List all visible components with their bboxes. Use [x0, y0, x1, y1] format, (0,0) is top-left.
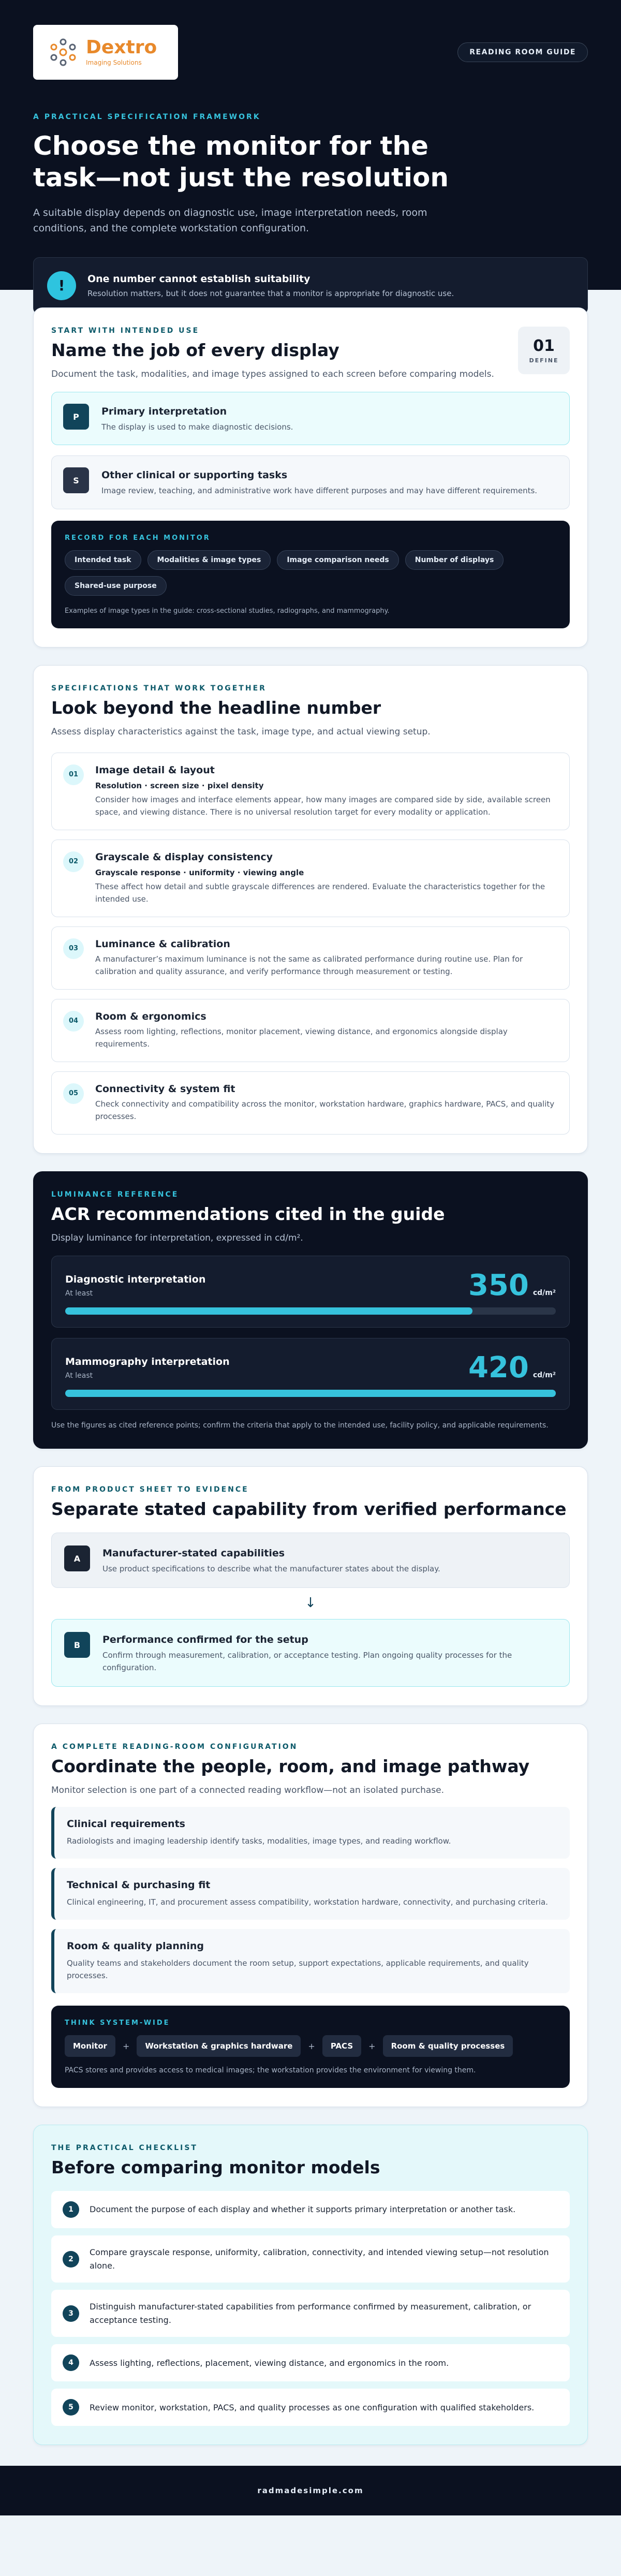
arrow-down-icon: ↓: [305, 1595, 316, 1611]
luminance-unit: cd/m²: [533, 1371, 556, 1380]
luminance-bar-track: [65, 1390, 556, 1397]
alert-text: Resolution matters, but it does not guarantee that a monitor is appropriate for diagnostic use.: [87, 288, 454, 298]
step-label: DEFINE: [529, 357, 559, 364]
evidence-letter-badge: A: [64, 1545, 90, 1571]
luminance-note: Use the figures as cited reference points; confirm the criteria that apply to the intended use, facility policy, and applicable requirements.: [51, 1421, 549, 1430]
checklist: [51, 2191, 570, 2426]
luminance-bar-fill: [65, 1390, 556, 1397]
section-lead: Monitor selection is one part of a connected reading workflow—not an isolated purchase.: [51, 1785, 445, 1795]
footer-site-link[interactable]: radmadesimple.com: [257, 2486, 364, 2496]
luminance-row: [51, 1256, 570, 1328]
luminance-title: Diagnostic interpretation: [65, 1273, 206, 1285]
specifications-card: [33, 665, 588, 1154]
section-eyebrow: LUMINANCE REFERENCE: [51, 1190, 179, 1199]
luminance-value: 350: [468, 1269, 529, 1303]
plus-icon: +: [122, 2041, 130, 2051]
spec-title: Connectivity & system fit: [95, 1083, 235, 1095]
reading-room-guide-button[interactable]: READING ROOM GUIDE: [457, 42, 588, 62]
section-eyebrow: FROM PRODUCT SHEET TO EVIDENCE: [51, 1485, 249, 1494]
card-header: [51, 327, 570, 381]
task-letter-badge: S: [63, 467, 89, 493]
spec-subtitle: Resolution · screen size · pixel density: [95, 781, 264, 790]
spec-content: [95, 764, 558, 818]
task-text: Image review, teaching, and administrative work have different purposes and may have different requirements.: [101, 486, 538, 496]
record-chip: Shared-use purpose: [65, 576, 167, 596]
luminance-card: [33, 1171, 588, 1449]
flow-chip: PACS: [322, 2035, 361, 2057]
spec-item: [51, 1071, 570, 1135]
plus-icon: +: [368, 2041, 376, 2051]
spec-list: [51, 753, 570, 1135]
logo-text-group: [86, 38, 157, 66]
record-note: Examples of image types in the guide: cross-sectional studies, radiographs, and mammography.: [65, 607, 390, 615]
checklist-number: 4: [63, 2354, 79, 2371]
section-title: Coordinate the people, room, and image pathway: [51, 1756, 530, 1776]
coordination-item: [51, 1868, 570, 1920]
evidence-title: Performance confirmed for the setup: [102, 1634, 308, 1646]
luminance-value-group: [468, 1269, 556, 1302]
luminance-row: [51, 1338, 570, 1410]
section-eyebrow: START WITH INTENDED USE: [51, 327, 200, 335]
coordination-item: [51, 1929, 570, 1993]
verified-performance-box: [51, 1619, 570, 1687]
task-title: Primary interpretation: [101, 406, 227, 418]
checklist-number: 5: [63, 2399, 79, 2416]
checklist-text: Assess lighting, reflections, placement, viewing distance, and ergonomics in the room.: [90, 2358, 449, 2368]
checklist-item: [51, 2344, 570, 2381]
stated-capabilities-box: [51, 1533, 570, 1588]
luminance-qualifier: At least: [65, 1289, 93, 1298]
checklist-item: [51, 2191, 570, 2228]
task-content: [101, 467, 537, 497]
card-header-text: [51, 327, 507, 381]
record-chip: Modalities & image types: [147, 550, 271, 570]
logo-tagline: Imaging Solutions: [86, 59, 142, 66]
spec-title: Luminance & calibration: [95, 938, 230, 950]
task-title: Other clinical or supporting tasks: [101, 469, 288, 481]
spec-number: 01: [63, 764, 84, 785]
coordination-title: Clinical requirements: [67, 1818, 185, 1830]
luminance-title: Mammography interpretation: [65, 1356, 230, 1367]
evidence-content: [102, 1545, 440, 1575]
brand-logo[interactable]: [33, 25, 178, 80]
section-eyebrow: THE PRACTICAL CHECKLIST: [51, 2144, 198, 2152]
spec-number: 04: [63, 1011, 84, 1032]
exclamation-icon: !: [47, 271, 76, 300]
checklist-item: [51, 2389, 570, 2426]
record-chip-list: [65, 550, 520, 596]
luminance-label-group: [65, 1274, 205, 1298]
define-step-badge: [518, 327, 570, 374]
configuration-card: [33, 1724, 588, 2107]
section-title: Look beyond the headline number: [51, 697, 381, 718]
section-eyebrow: SPECIFICATIONS THAT WORK TOGETHER: [51, 684, 267, 693]
spec-text: Assess room lighting, reflections, monitor placement, viewing distance, and ergonomics alongside display requirements.: [95, 1026, 508, 1049]
luminance-unit: cd/m²: [533, 1289, 556, 1298]
section-title: ACR recommendations cited in the guide: [51, 1203, 445, 1224]
system-wide-panel: [51, 2006, 570, 2088]
section-lead: Document the task, modalities, and image types assigned to each screen before comparing models.: [51, 369, 494, 379]
checklist-text: Review monitor, workstation, PACS, and quality processes as one configuration with qualified stakeholders.: [90, 2402, 535, 2412]
main-content: [0, 307, 621, 2445]
spec-number: 03: [63, 938, 84, 959]
spec-content: [95, 938, 558, 978]
checklist-text: Distinguish manufacturer-stated capabilities from performance confirmed by measurement, calibration, or acceptance testing.: [90, 2302, 531, 2325]
primary-interpretation-box: [51, 392, 570, 445]
spec-number: 05: [63, 1083, 84, 1104]
luminance-value: 420: [468, 1351, 529, 1385]
spec-title: Room & ergonomics: [95, 1010, 206, 1022]
record-chip: Intended task: [65, 550, 141, 570]
supporting-tasks-box: [51, 455, 570, 509]
hero-title: Choose the monitor for the task—not just the resolution: [33, 131, 449, 193]
evidence-title: Manufacturer-stated capabilities: [102, 1548, 285, 1559]
section-lead: Display luminance for interpretation, expressed in cd/m².: [51, 1232, 303, 1243]
spec-content: [95, 1011, 558, 1050]
evidence-card: [33, 1466, 588, 1706]
think-note: PACS stores and provides access to medical images; the workstation provides the environment for viewing them.: [65, 2066, 476, 2074]
logo-name: Dextro: [86, 37, 157, 58]
checklist-card: [33, 2125, 588, 2445]
hero-description: A suitable display depends on diagnostic use, image interpretation needs, room conditions, and the complete workstation configuration.: [33, 207, 427, 234]
coordination-text: Radiologists and imaging leadership identify tasks, modalities, image types, and reading workflow.: [67, 1836, 451, 1846]
spec-number: 02: [63, 851, 84, 872]
system-flow: [65, 2035, 556, 2057]
step-number: 01: [533, 337, 555, 355]
task-text: The display is used to make diagnostic decisions.: [101, 422, 293, 432]
checklist-item: [51, 2290, 570, 2337]
logo-mark-icon: [48, 37, 79, 68]
evidence-content: [102, 1632, 557, 1674]
spec-text: These affect how detail and subtle grayscale differences are rendered. Evaluate the characteristics together for the intended use.: [95, 881, 545, 904]
hero-topbar: [33, 25, 588, 80]
spec-item: [51, 840, 570, 917]
flow-chip: Room & quality processes: [383, 2035, 513, 2057]
spec-text: Check connectivity and compatibility across the monitor, workstation hardware, graphics hardware, PACS, and quality processes.: [95, 1099, 555, 1121]
spec-text: A manufacturer’s maximum luminance is not the same as calibrated performance during routine use. Plan for calibration and quality assurance, and verify performance through measurement or testing.: [95, 954, 523, 976]
section-title: Before comparing monitor models: [51, 2157, 380, 2177]
spec-subtitle: Grayscale response · uniformity · viewing angle: [95, 867, 304, 877]
luminance-row-header: [65, 1269, 556, 1302]
checklist-item: [51, 2235, 570, 2283]
flow-chip: Monitor: [65, 2035, 115, 2057]
luminance-value-group: [468, 1351, 556, 1385]
record-panel: [51, 521, 570, 628]
section-title: Separate stated capability from verified performance: [51, 1499, 567, 1520]
coordination-text: Clinical engineering, IT, and procurement assess compatibility, workstation hardware, connectivity, and purchasing criteria.: [67, 1897, 548, 1907]
coordination-title: Room & quality planning: [67, 1940, 204, 1952]
record-chip: Image comparison needs: [277, 550, 398, 570]
section-lead: Assess display characteristics against the task, image type, and actual viewing setup.: [51, 726, 431, 737]
evidence-letter-badge: B: [64, 1632, 90, 1658]
evidence-text: Use product specifications to describe what the manufacturer states about the display.: [102, 1564, 440, 1574]
section-title: Name the job of every display: [51, 340, 339, 360]
luminance-bar-fill: [65, 1307, 472, 1315]
task-letter-badge: P: [63, 404, 89, 430]
record-chip: Number of displays: [405, 550, 504, 570]
evidence-text: Confirm through measurement, calibration, or acceptance testing. Plan ongoing quality processes for the configuration.: [102, 1651, 512, 1672]
hero-eyebrow: A PRACTICAL SPECIFICATION FRAMEWORK: [33, 113, 261, 121]
checklist-number: 2: [63, 2251, 79, 2268]
plus-icon: +: [308, 2041, 315, 2051]
checklist-text: Compare grayscale response, uniformity, calibration, connectivity, and intended viewing setup—not resolution alone.: [90, 2247, 549, 2271]
spec-text: Consider how images and interface elements appear, how many images are compared side by side, available screen space, and viewing distance. There is no universal resolution target for every modality or application.: [95, 794, 551, 817]
checklist-number: 1: [63, 2201, 79, 2218]
spec-content: [95, 851, 558, 905]
alert-title: One number cannot establish suitability: [87, 273, 310, 285]
section-eyebrow: A COMPLETE READING-ROOM CONFIGURATION: [51, 1742, 298, 1751]
coordination-title: Technical & purchasing fit: [67, 1879, 211, 1891]
checklist-number: 3: [63, 2305, 79, 2322]
spec-title: Grayscale & display consistency: [95, 851, 273, 863]
alert-content: [87, 273, 454, 298]
think-eyebrow: THINK SYSTEM-WIDE: [65, 2019, 170, 2027]
luminance-bar-track: [65, 1307, 556, 1315]
task-content: [101, 404, 293, 433]
flow-chip: Workstation & graphics hardware: [137, 2035, 301, 2057]
spec-title: Image detail & layout: [95, 764, 215, 776]
spec-item: [51, 926, 570, 990]
checklist-text: Document the purpose of each display and whether it supports primary interpretation or another task.: [90, 2204, 516, 2215]
coordination-item: [51, 1807, 570, 1859]
hero-section: [0, 0, 621, 298]
coordination-text: Quality teams and stakeholders document the room setup, support expectations, applicable requirements, and quality processes.: [67, 1959, 529, 1980]
spec-content: [95, 1083, 558, 1123]
intended-use-card: [33, 307, 588, 647]
spec-item: [51, 753, 570, 830]
record-eyebrow: RECORD FOR EACH MONITOR: [65, 534, 211, 542]
luminance-qualifier: At least: [65, 1371, 93, 1380]
suitability-alert: [33, 257, 588, 314]
spec-item: [51, 999, 570, 1062]
luminance-label-group: [65, 1356, 230, 1380]
site-footer: [0, 2466, 621, 2515]
luminance-row-header: [65, 1351, 556, 1385]
